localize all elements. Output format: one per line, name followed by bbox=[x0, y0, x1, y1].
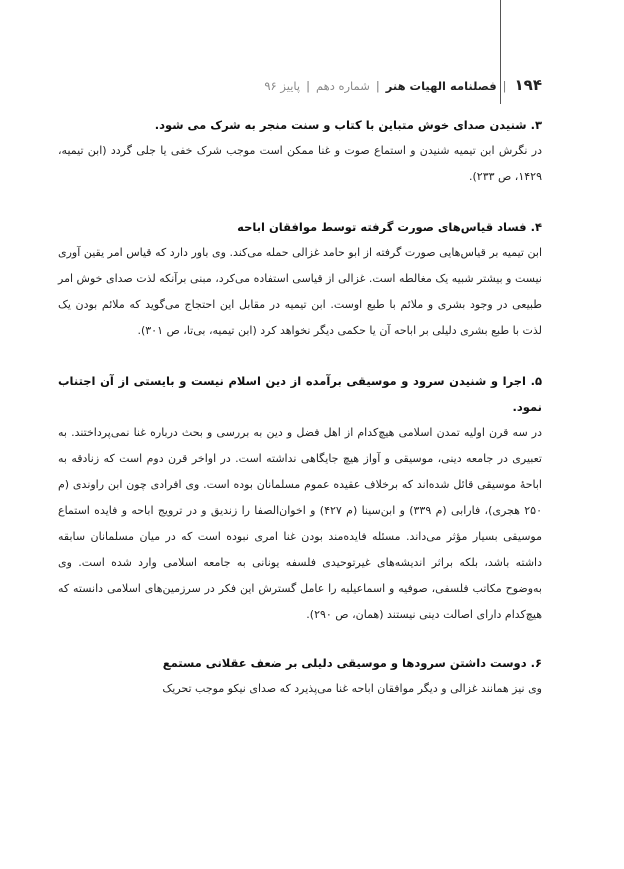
section-paragraph: وی نیز همانند غزالی و دیگر موافقان اباحه غنا می‌پذیرد که صدای نیکو موجب تحریک bbox=[162, 682, 542, 695]
running-header bbox=[264, 76, 542, 94]
header-separator: | bbox=[502, 79, 507, 93]
section-paragraph: ابن تیمیه بر قیاس‌هایی صورت گرفته از ابو حامد غزالی حمله می‌کند. وی باور دارد که قیاس امر یقین آوری نیست و بیشتر شبیه یک مغالطه است. غزالی از قیاسی استفاده می‌کرد، مبنی برآنکه لذت صدای خوش امر طبیعی در وجود بشری و ملائم با طبع اوست. ابن تیمیه در مقابل این احتجاج می‌گوید که ملائم بودن یک لذت با طبع بشری دلیلی بر اباحه آن یا حکمی دیگر نخواهد کرد (ابن تیمیه، بی‌تا، ص ۳۰۱). bbox=[58, 246, 542, 337]
journal-title: فصلنامه الهیات هنر bbox=[385, 79, 497, 93]
section-heading: ۳. شنیدن صدای خوش متباین با کتاب و سنت منجر به شرک می شود. bbox=[154, 118, 542, 132]
section-paragraph: در نگرش ابن تیمیه شنیدن و استماع صوت و غنا ممکن است موجب شرک خفی یا جلی گردد (ابن تیمیه، ۱۴۲۹، ص ۲۳۳). bbox=[58, 144, 542, 183]
header-separator: | bbox=[375, 79, 380, 93]
section-heading: ۴. فساد قیاس‌های صورت گرفته توسط موافقان اباحه bbox=[237, 220, 542, 234]
issue-label: شماره دهم bbox=[315, 79, 370, 93]
section-heading: ۵. اجرا و شنیدن سرود و موسیقی برآمده از دین اسلام نیست و بایستی از آن اجتناب نمود. bbox=[58, 374, 542, 414]
page-number: ۱۹۴ bbox=[514, 76, 542, 94]
section-heading: ۶. دوست داشتن سرودها و موسیقی دلیلی بر ضعف عقلانی مستمع bbox=[162, 656, 542, 670]
section-paragraph: در سه قرن اولیه تمدن اسلامی هیچ‌کدام از اهل فضل و دین به بررسی و بحث درباره غنا نمی‌پرداختند. به تعبیری در جامعه دینی، موسیقی و آواز هیچ جایگاهی نداشته است. در اواخر قرن دوم است که زنادقه به اباحهٔ موسیقی قائل شده‌اند که برخلاف عقیده عموم مسلمانان بوده است. وی افرادی چون ابن راوندی (م ۲۵۰ هجری)، فارابی (م ۳۳۹) و ابن‌سینا (م ۴۲۷) و اخوان‌الصفا را زندیق و در ترویج اباحه و فایده استماع موسیقی بسیار مؤثر می‌داند. مسئله فایده‌مند بودن غنا امری نبوده است که در میان مسلمانان سابقه داشته باشد، بلکه براثر اندیشه‌های غیرتوحیدی فلسفه یونانی به جامعه اسلامی وارد شده است. وی به‌وضوح مکاتب فلسفی، صوفیه و اسماعیلیه را عامل گسترش این فکر در سرزمین‌های اسلامی دانسته که هیچ‌کدام دارای اصالت دینی نیستند (همان، ص ۲۹۰). bbox=[58, 426, 542, 621]
body-text bbox=[58, 112, 542, 702]
header-separator: | bbox=[306, 79, 310, 93]
season-label: پاییز ۹۶ bbox=[264, 79, 301, 93]
